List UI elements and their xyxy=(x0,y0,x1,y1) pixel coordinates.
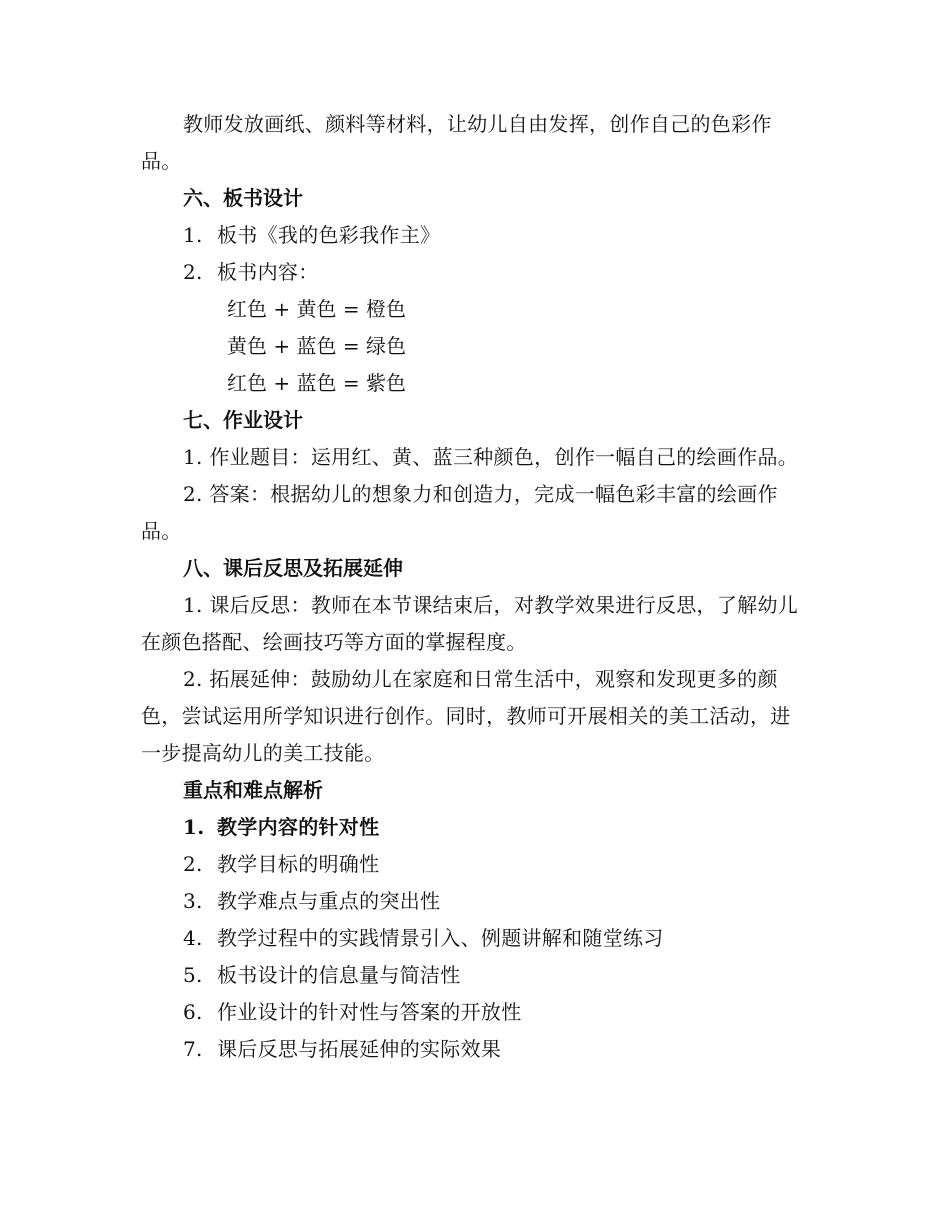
list-number: 4. xyxy=(183,926,203,950)
section-heading-homework-design: 七、作业设计 xyxy=(183,408,303,432)
list-number: 6. xyxy=(183,1000,203,1024)
paragraph xyxy=(141,587,807,661)
color-equation: 红色 + 黄色 = 橙色 xyxy=(227,297,406,321)
paragraph-text: 答案：根据幼儿的想象力和创造力，完成一幅色彩丰富的绘画作品。 xyxy=(141,482,778,543)
paragraph-text: 课后反思：教师在本节课结束后，对教学效果进行反思，了解幼儿在颜色搭配、绘画技巧等方面的掌握程度。 xyxy=(141,593,799,654)
list-number: 2. xyxy=(183,852,203,876)
list-item xyxy=(141,957,807,994)
list-number: 1. xyxy=(183,445,203,469)
list-number: 2. xyxy=(183,482,203,506)
paragraph-text: 拓展延伸：鼓励幼儿在家庭和日常生活中，观察和发现更多的颜色，尝试运用所学知识进行创作。同时，教师可开展相关的美工活动，进一步提高幼儿的美工技能。 xyxy=(141,667,791,765)
list-text: 教学目标的明确性 xyxy=(217,852,380,876)
list-text: 板书《我的色彩我作主》 xyxy=(217,223,441,247)
list-text: 课后反思与拓展延伸的实际效果 xyxy=(217,1037,502,1061)
section-heading-reflection: 八、课后反思及拓展延伸 xyxy=(183,556,403,580)
list-number: 1. xyxy=(183,815,205,839)
list-number: 2. xyxy=(183,260,203,284)
list-text: 教学内容的针对性 xyxy=(217,815,380,839)
paragraph-text: 作业题目：运用红、黄、蓝三种颜色，创作一幅自己的绘画作品。 xyxy=(209,445,799,469)
list-text: 作业设计的针对性与答案的开放性 xyxy=(217,1000,522,1024)
paragraph xyxy=(141,439,807,476)
list-number: 1. xyxy=(183,223,203,247)
color-equation: 黄色 + 蓝色 = 绿色 xyxy=(227,334,406,358)
paragraph xyxy=(141,661,807,772)
list-text: 教学过程中的实践情景引入、例题讲解和随堂练习 xyxy=(217,926,664,950)
list-item xyxy=(141,217,807,254)
list-item xyxy=(141,254,807,291)
section-heading-board-design: 六、板书设计 xyxy=(183,186,303,210)
list-number: 7. xyxy=(183,1037,203,1061)
color-equation: 红色 + 蓝色 = 紫色 xyxy=(227,371,406,395)
list-text: 教学难点与重点的突出性 xyxy=(217,889,441,913)
list-item xyxy=(141,920,807,957)
list-number: 1. xyxy=(183,593,203,617)
list-number: 2. xyxy=(183,667,203,691)
list-item xyxy=(141,883,807,920)
list-item xyxy=(141,846,807,883)
list-number: 3. xyxy=(183,889,203,913)
list-item xyxy=(141,809,807,846)
paragraph xyxy=(141,476,807,550)
list-text: 板书设计的信息量与简洁性 xyxy=(217,963,461,987)
section-heading-key-points: 重点和难点解析 xyxy=(183,778,323,802)
intro-paragraph: 教师发放画纸、颜料等材料，让幼儿自由发挥，创作自己的色彩作品。 xyxy=(141,112,772,173)
list-text: 板书内容： xyxy=(217,260,319,284)
document-body xyxy=(141,106,807,1068)
list-number: 5. xyxy=(183,963,203,987)
list-item xyxy=(141,1031,807,1068)
list-item xyxy=(141,994,807,1031)
